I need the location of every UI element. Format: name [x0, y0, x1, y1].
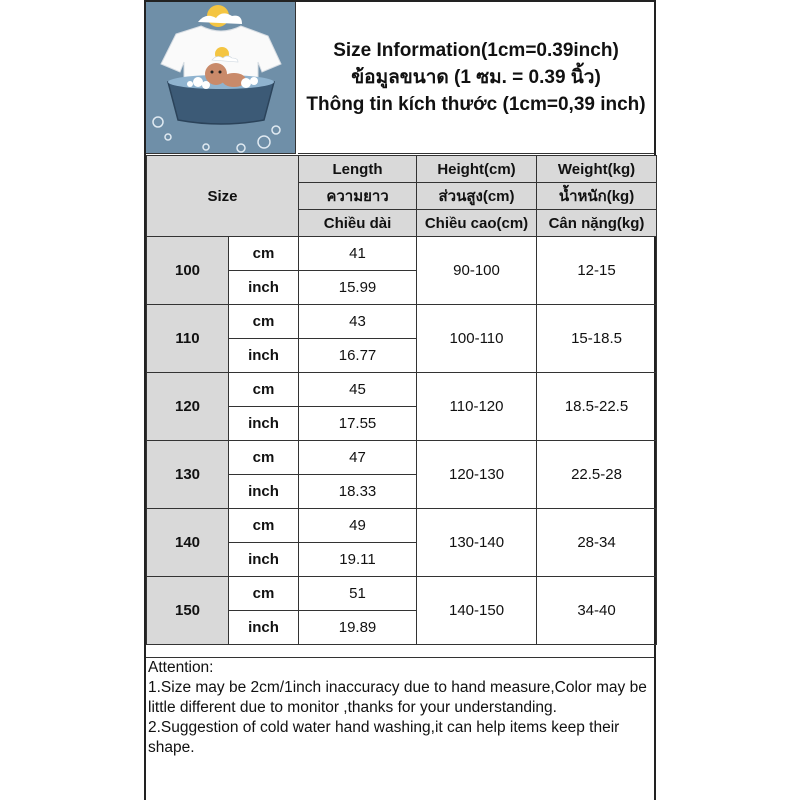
weight-range: 34-40	[537, 577, 657, 645]
height-range: 90-100	[417, 237, 537, 305]
height-range: 120-130	[417, 441, 537, 509]
length-cm: 49	[299, 509, 417, 543]
size-value: 140	[147, 509, 229, 577]
weight-range: 15-18.5	[537, 305, 657, 373]
height-range: 110-120	[417, 373, 537, 441]
length-header-th: ความยาว	[299, 183, 417, 210]
size-value: 150	[147, 577, 229, 645]
length-inch: 15.99	[299, 271, 417, 305]
size-column-header: Size	[147, 156, 299, 237]
unit-inch: inch	[229, 407, 299, 441]
length-header-vi: Chiều dài	[299, 210, 417, 237]
weight-header-th: น้ำหนัก(kg)	[537, 183, 657, 210]
title-thai: ข้อมูลขนาด (1 ซม. = 0.39 นิ้ว)	[351, 67, 601, 88]
weight-range: 28-34	[537, 509, 657, 577]
size-value: 130	[147, 441, 229, 509]
table-row	[147, 373, 657, 407]
unit-inch: inch	[229, 271, 299, 305]
length-cm: 43	[299, 305, 417, 339]
length-inch: 19.89	[299, 611, 417, 645]
tshirt-bathtub-illustration-icon	[146, 2, 296, 154]
title-english: Size Information(1cm=0.39inch)	[333, 40, 619, 61]
unit-cm: cm	[229, 441, 299, 475]
size-value: 100	[147, 237, 229, 305]
weight-header-en: Weight(kg)	[537, 156, 657, 183]
height-range: 130-140	[417, 509, 537, 577]
table-row	[147, 441, 657, 475]
size-value: 120	[147, 373, 229, 441]
size-table	[146, 155, 657, 645]
weight-header-vi: Cân nặng(kg)	[537, 210, 657, 237]
table-row	[147, 305, 657, 339]
unit-cm: cm	[229, 373, 299, 407]
attention-heading: Attention:	[148, 659, 214, 676]
size-value: 110	[147, 305, 229, 373]
unit-inch: inch	[229, 339, 299, 373]
length-inch: 18.33	[299, 475, 417, 509]
weight-range: 22.5-28	[537, 441, 657, 509]
length-header-en: Length	[299, 156, 417, 183]
title-vietnamese: Thông tin kích thước (1cm=0,39 inch)	[306, 94, 646, 115]
length-cm: 51	[299, 577, 417, 611]
unit-cm: cm	[229, 305, 299, 339]
unit-inch: inch	[229, 611, 299, 645]
height-header-en: Height(cm)	[417, 156, 537, 183]
table-row	[147, 509, 657, 543]
length-inch: 17.55	[299, 407, 417, 441]
unit-inch: inch	[229, 543, 299, 577]
height-range: 100-110	[417, 305, 537, 373]
unit-cm: cm	[229, 509, 299, 543]
height-header-th: ส่วนสูง(cm)	[417, 183, 537, 210]
size-information-header	[298, 2, 654, 154]
product-photo	[146, 2, 296, 154]
unit-inch: inch	[229, 475, 299, 509]
unit-cm: cm	[229, 237, 299, 271]
length-cm: 41	[299, 237, 417, 271]
attention-line-1: 1.Size may be 2cm/1inch inaccuracy due to hand measure,Color may be little different due to monitor ,thanks for your understanding.	[148, 679, 647, 716]
length-cm: 47	[299, 441, 417, 475]
height-header-vi: Chiều cao(cm)	[417, 210, 537, 237]
table-row	[147, 577, 657, 611]
weight-range: 18.5-22.5	[537, 373, 657, 441]
height-range: 140-150	[417, 577, 537, 645]
unit-cm: cm	[229, 577, 299, 611]
attention-notes	[146, 657, 654, 799]
length-inch: 19.11	[299, 543, 417, 577]
weight-range: 12-15	[537, 237, 657, 305]
attention-line-2: 2.Suggestion of cold water hand washing,it can help items keep their shape.	[148, 719, 620, 756]
length-cm: 45	[299, 373, 417, 407]
length-inch: 16.77	[299, 339, 417, 373]
table-row	[147, 237, 657, 271]
